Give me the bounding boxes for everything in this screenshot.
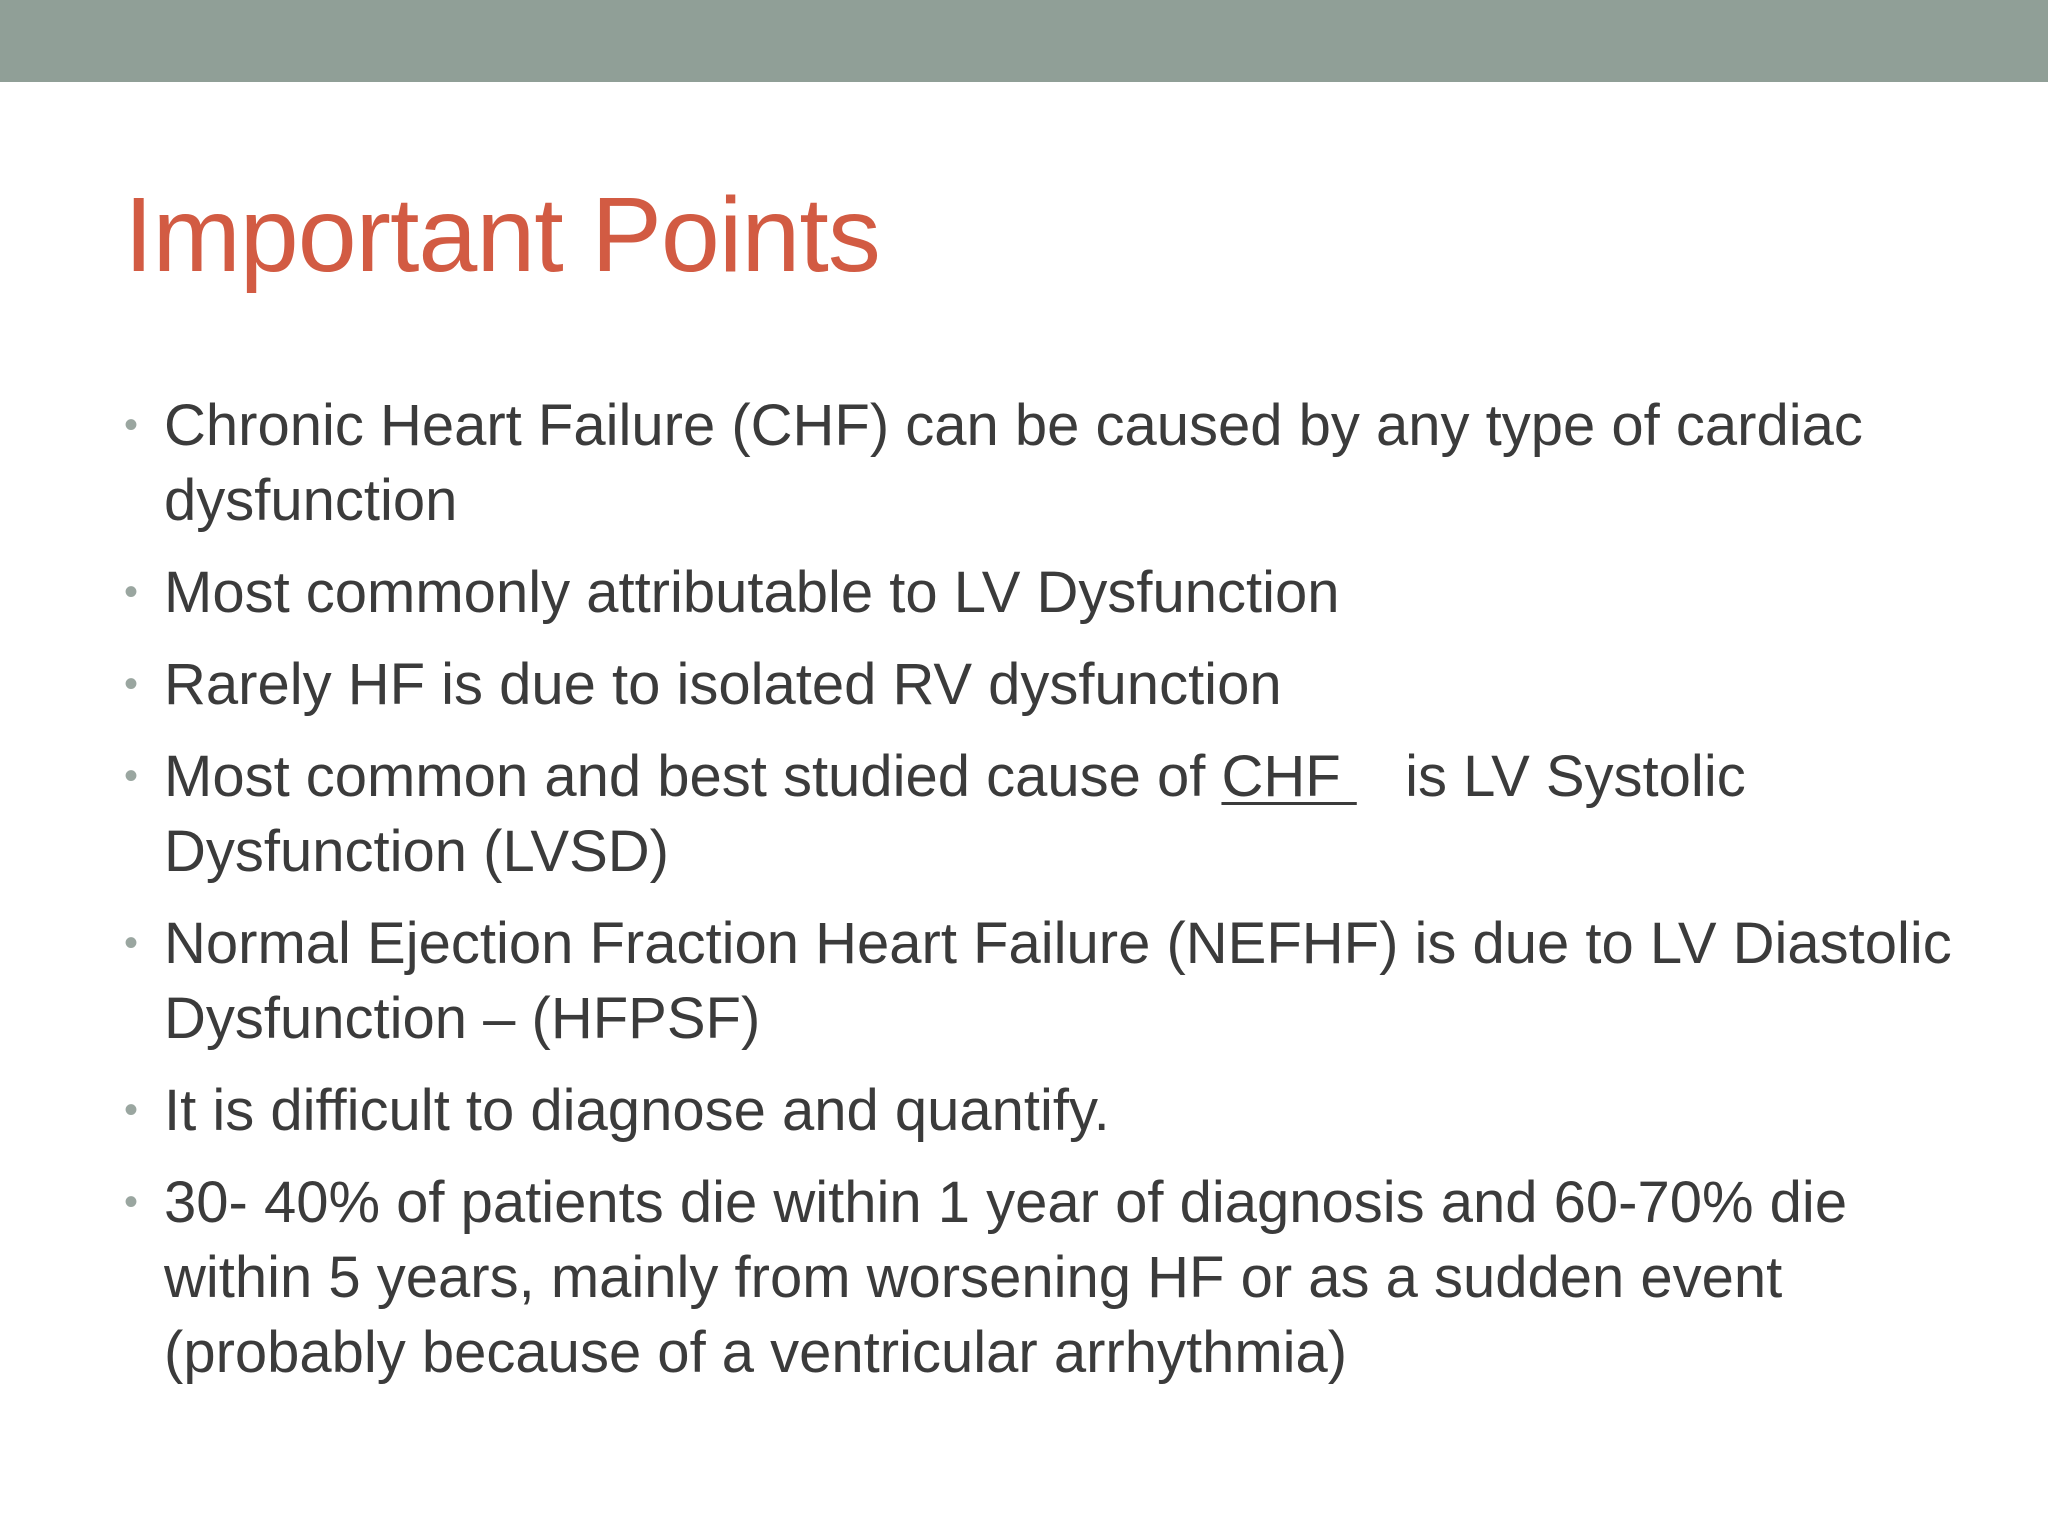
slide-top-band [0, 0, 2048, 82]
bullet-dot-icon: • [124, 921, 139, 965]
slide-title: Important Points [124, 176, 880, 294]
bullet-text: Chronic Heart Failure (CHF) can be caused by any type of cardiac dysfunction [164, 393, 1863, 533]
bullet-text: Normal Ejection Fraction Heart Failure (NEFHF) is due to LV Diastolic Dysfunction – (HFPSF) [164, 911, 1952, 1051]
bullet-item [122, 1165, 1982, 1390]
bullet-dot-icon: • [124, 1088, 139, 1132]
underlined-term: CHF [1221, 744, 1357, 809]
bullet-dot-icon: • [124, 754, 139, 798]
bullet-item [122, 647, 1982, 722]
bullet-text-after: is LV Systolic Dysfunction (LVSD) [164, 744, 1762, 884]
bullet-item [122, 388, 1982, 538]
bullet-dot-icon: • [124, 570, 139, 614]
bullet-text: Rarely HF is due to isolated RV dysfunction [164, 652, 1282, 717]
bullet-list [122, 388, 1982, 1407]
bullet-dot-icon: • [124, 662, 139, 706]
bullet-text: Most commonly attributable to LV Dysfunction [164, 560, 1340, 625]
bullet-text: It is difficult to diagnose and quantify. [164, 1078, 1110, 1143]
bullet-text: 30- 40% of patients die within 1 year of diagnosis and 60-70% die within 5 years, mainly from worsening HF or as a sudden event (probably because of a ventricular arrhythmia) [164, 1170, 1848, 1385]
bullet-item [122, 555, 1982, 630]
bullet-item [122, 906, 1982, 1056]
bullet-text-before: Most common and best studied cause of [164, 744, 1222, 809]
bullet-text [164, 744, 1762, 884]
bullet-item [122, 1073, 1982, 1148]
bullet-dot-icon: • [124, 403, 139, 447]
bullet-dot-icon: • [124, 1180, 139, 1224]
bullet-item [122, 739, 1982, 889]
